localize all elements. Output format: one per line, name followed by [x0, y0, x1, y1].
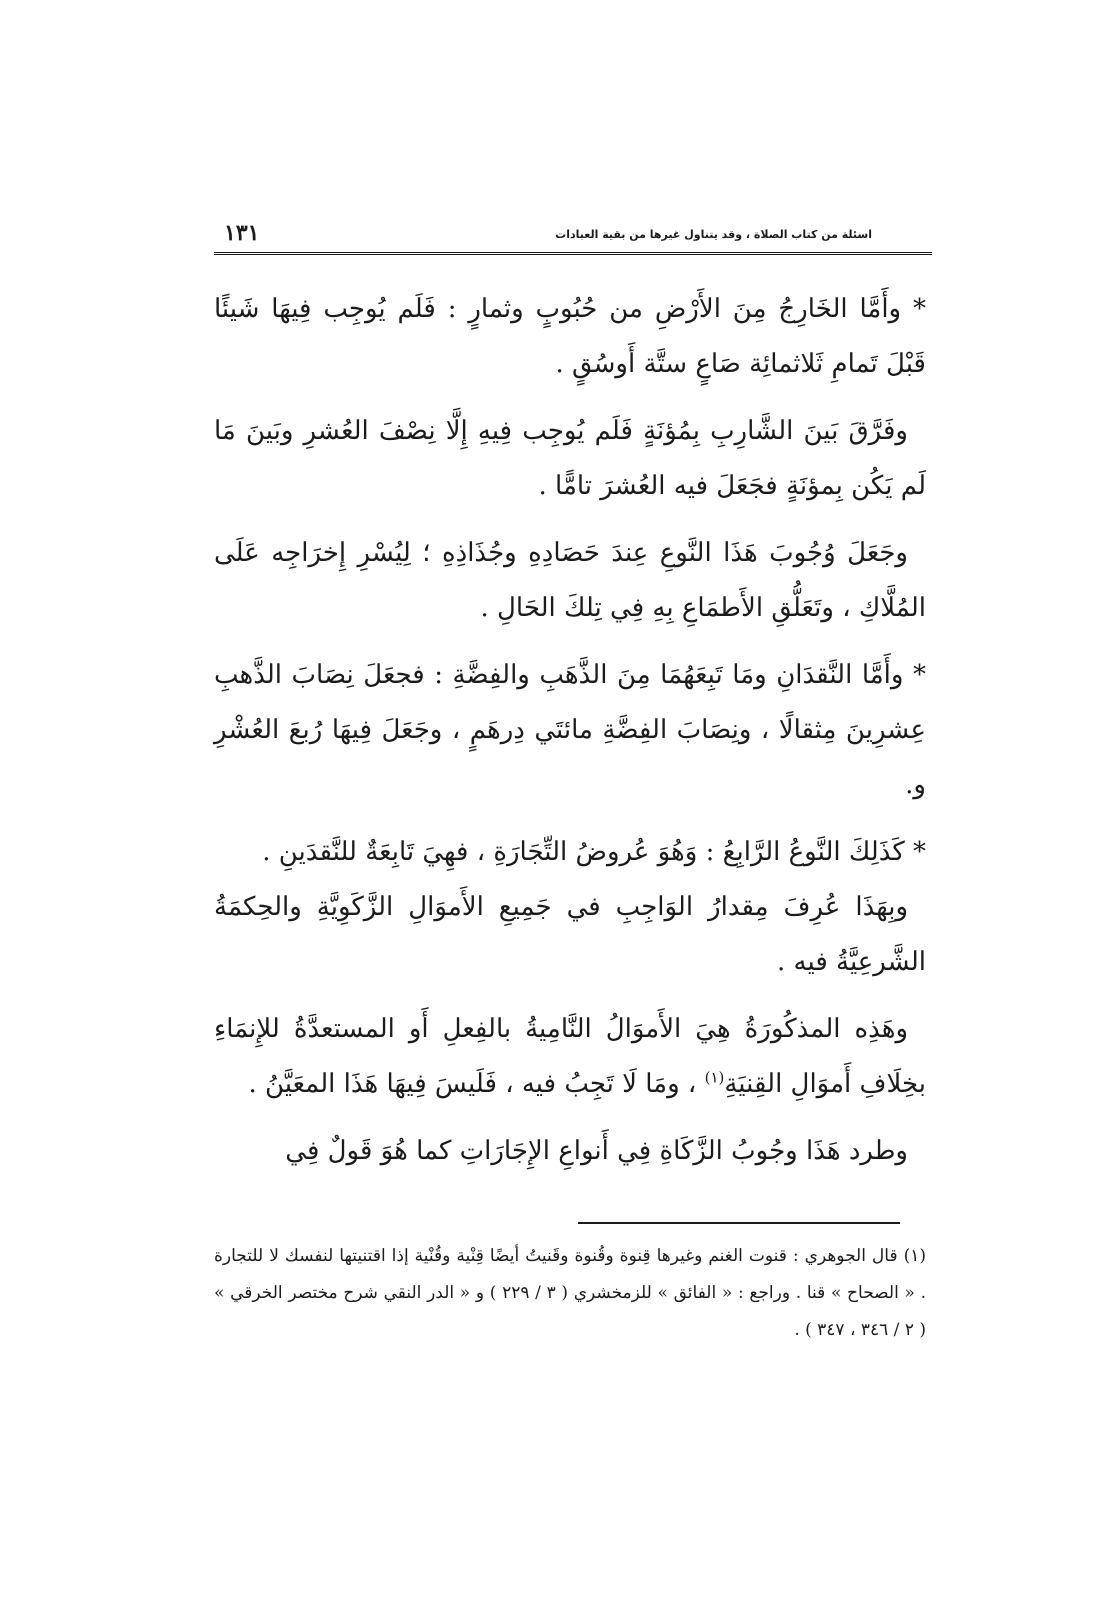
- paragraph-6: وبِهَذَا عُرِفَ مِقدارُ الوَاجِبِ في جَمِيعِ الأَموَالِ الزَّكَوِيَّةِ والحِكمَةُ الشَّرعِيَّةُ فيه .: [214, 892, 926, 977]
- footnote-1: (١) قال الجوهري : قنوت الغنم وغيرها قِنوة وقُنوة وقَنيتُ أيضًا قِنْية وقُنْية إذا اقتنيتها لنفسك لا للتجارة . « الصحاح » قنا . وراجع : « الفائق » للزمخشري ( ٣ / ٢٢٩ ) و « الدر النقي شرح مختصر الخرقي » ( ٢ / ٣٤٦ ، ٣٤٧ ) .: [214, 1246, 926, 1340]
- footnotes: [214, 1238, 926, 1349]
- paragraph-3: وجَعَلَ وُجُوبَ هَذَا النَّوعِ عِندَ حَصَادِهِ وجُذَاذِهِ ؛ لِيُسْرِ إِخرَاجِه عَلَى المُلَّاكِ ، وتَعَلُّقِ الأَطمَاعِ بِهِ فِي تِلكَ الحَالِ .: [214, 538, 926, 623]
- footnote-marker[interactable]: (١): [704, 1068, 725, 1087]
- paragraph-7: [214, 1002, 926, 1112]
- running-title: اسئلة من كتاب الصلاة ، وقد يتناول غيرها من بقية العبادات: [555, 228, 872, 241]
- page-number: ١٣١: [224, 220, 260, 246]
- paragraph-7-tail: ، ومَا لَا تَجِبُ فيه ، فَلَيسَ فِيهَا هَذَا المعَيَّنُ .: [248, 1069, 705, 1099]
- paragraph-5: * كَذَلِكَ النَّوعُ الرَّابِعُ : وَهُوَ عُروضُ التِّجَارَةِ ، فهِيَ تَابِعَةٌ للنَّقدَينِ .: [262, 837, 926, 867]
- footnote-divider: [578, 1222, 900, 1224]
- body-text: [214, 282, 926, 1191]
- paragraph-4: * وأَمَّا النَّقدَانِ ومَا تَبِعَهُمَا مِنَ الذَّهَبِ والفِضَّةِ : فجعَلَ نِصَابَ الذَّهبِ عِشرِينَ مِثقالًا ، ونِصَابَ الفِضَّةِ مائتَي دِرهَمٍ ، وجَعَلَ فِيهَا رُبعَ العُشْرِ و.: [214, 660, 926, 800]
- paragraph-1: * وأَمَّا الخَارِجُ مِنَ الأَرْضِ من حُبُوبٍ وثمارٍ : فَلَم يُوجِب فِيهَا شَيئًا قَبْلَ تَمامِ ثَلاثمائِة صَاعٍ ستَّة أَوسُقٍ .: [214, 294, 926, 379]
- paragraph-2: وفَرَّقَ بَينَ الشَّارِبِ بِمُؤنَةٍ فَلَم يُوجِب فِيهِ إِلَّا نِصْفَ العُشرِ وبَينَ مَا لَم يَكُن بِمؤنَةٍ فجَعَلَ فيه العُشرَ تامًّا .: [214, 416, 926, 501]
- paragraph-7-text: وهَذِه المذكُورَةُ هِيَ الأَموَالُ النَّامِيةُ بالفِعلِ أَو المستعدَّةُ للإِنمَاءِ بخِلَافِ أَموَالِ القِنيَةِ: [214, 1014, 926, 1099]
- header-divider: [214, 252, 932, 255]
- paragraph-8: وطرد هَذَا وجُوبُ الزَّكَاةِ فِي أَنواعِ الإِجَارَاتِ كما هُوَ قَولٌ فِي: [285, 1136, 908, 1166]
